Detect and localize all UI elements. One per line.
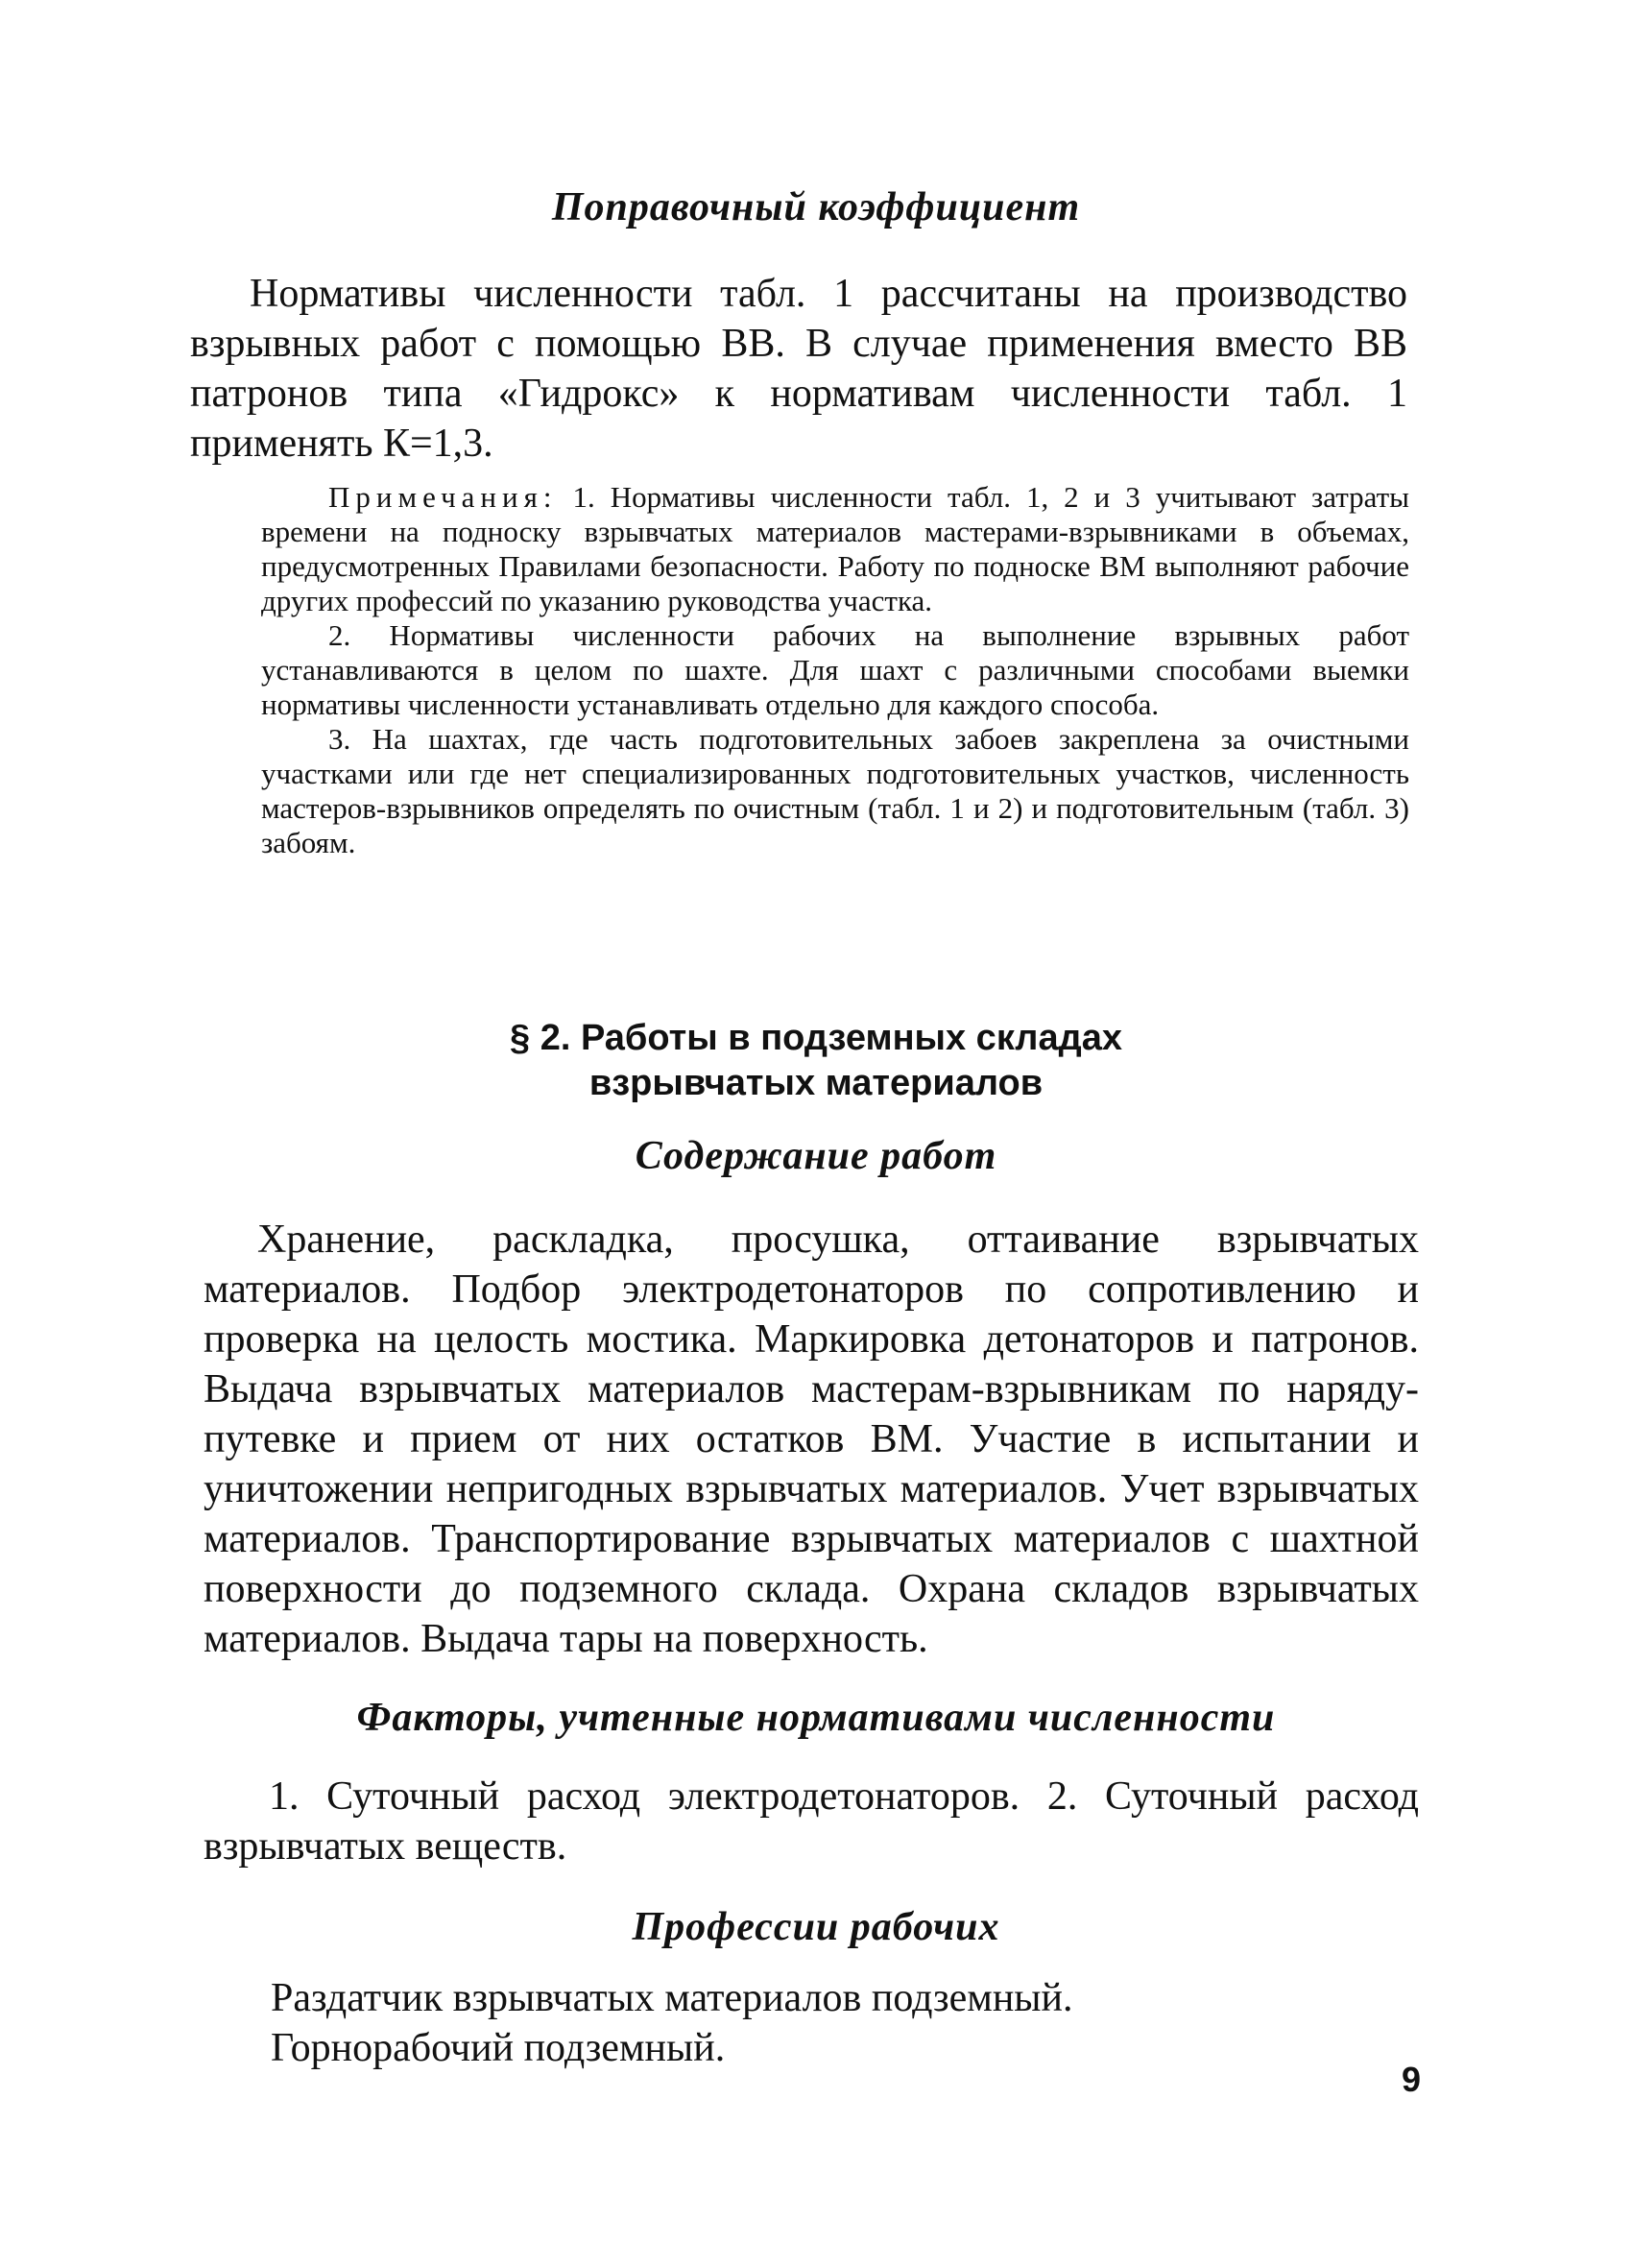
section-title-line-2: взрывчатых материалов [588,1063,1044,1103]
note-1-text: 1. Нормативы численности табл. 1, 2 и 3 учитывают затраты времени на подноску взрывчатых материалов мастерами-взрывниками в объемах, предусмотренных Правилами безопасности. Работу по подноске ВМ выполняют рабочие других профессий по указанию руководства участка. [261,480,1409,617]
factors-heading: Факторы, учтенные нормативами численности [356,1696,1276,1740]
correction-heading: Поправочный коэффициент [551,185,1081,229]
professions-list [271,1973,1073,2073]
page-number: 9 [1402,2060,1422,2099]
work-content-heading: Содержание работ [635,1134,997,1178]
notes-label: Примечания: [328,480,558,514]
work-content-paragraph: Хранение, раскладка, просушка, оттаивание взрывчатых материалов. Подбор электродетонаторов по сопротивлению и проверка на целость мостика. Маркировка детонаторов и патронов. Выдача взрывчатых материалов мастерам-взрывникам по наряду-путевке и прием от них остатков ВМ. Участие в испытании и уничтожении непригодных взрывчатых материалов. Учет взрывчатых материалов. Транспортирование взрывчатых материалов с шахтной поверхности до подземного склада. Охрана складов взрывчатых материалов. Выдача тары на поверхность. [204,1218,1419,1661]
section-title-line-1: § 2. Работы в подземных складах [510,1018,1122,1058]
note-2: 2. Нормативы численности рабочих на выполнение взрывных работ устанавливаются в целом по шахте. Для шахт с различными способами выемки нормативы численности устанавливать отдельно для каждого способа. [261,618,1409,721]
professions-heading: Профессии рабочих [632,1905,1000,1949]
note-3: 3. На шахтах, где часть подготовительных забоев закреплена за очистными участками или где нет специализированных подготовительных участков, численность мастеров-взрывников определять по очистным (табл. 1 и 2) и подготовительным (табл. 3) забоям. [261,722,1409,859]
factors-paragraph: 1. Суточный расход электродетонаторов. 2. Суточный расход взрывчатых веществ. [204,1774,1419,1869]
profession-item-1: Раздатчик взрывчатых материалов подземный. [271,1976,1073,2020]
note-1 [261,480,1409,618]
section-title [0,1016,1632,1106]
correction-paragraph: Нормативы численности табл. 1 рассчитаны на производство взрывных работ с помощью ВВ. В случае применения вместо ВВ патронов типа «Гидрокс» к нормативам численности табл. 1 применять К=1,3. [190,272,1407,466]
notes-block [261,480,1409,860]
profession-item-2: Горнорабочий подземный. [271,2026,726,2070]
